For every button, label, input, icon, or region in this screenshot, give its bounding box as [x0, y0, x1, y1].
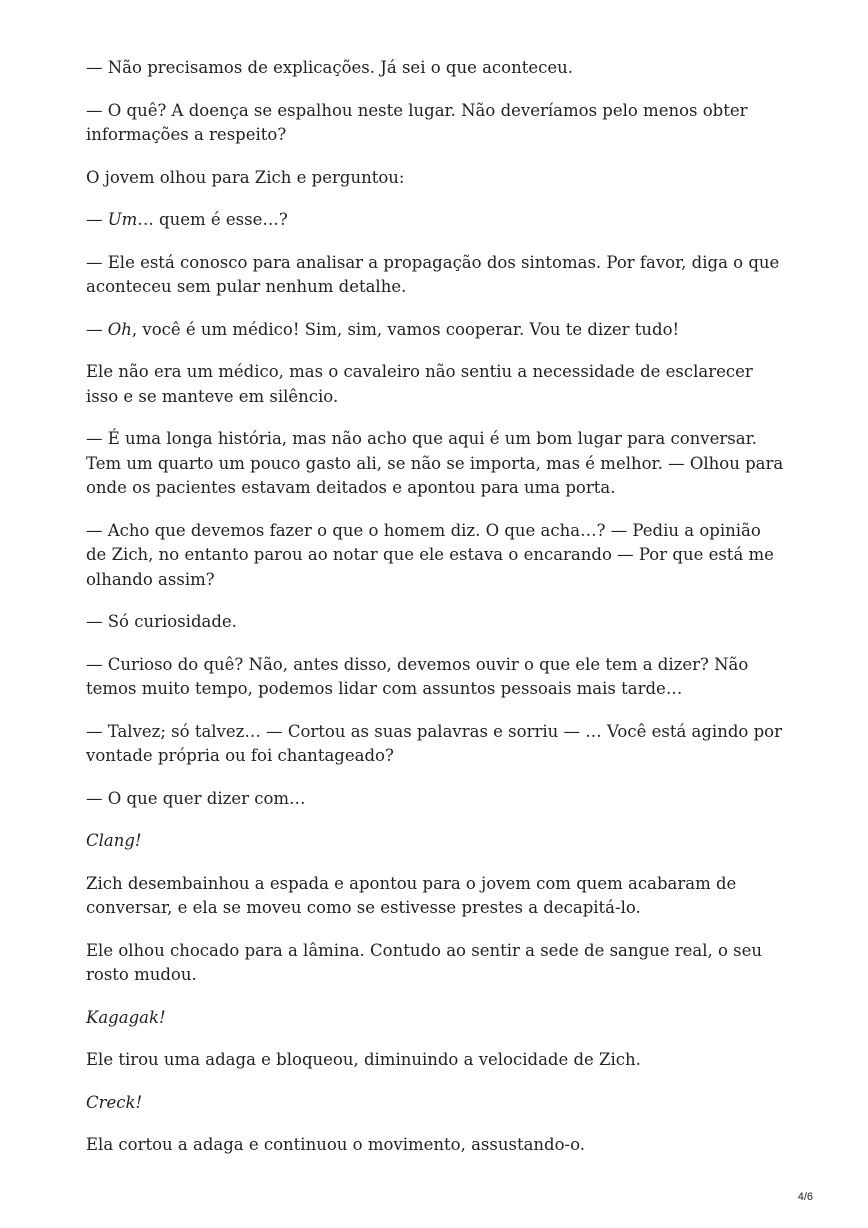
text-segment: — É uma longa história, mas não acho que aqui é um bom lugar para conversar. Tem um quarto um pouco gasto ali, se não se importa, mas é melhor. — Olhou para onde os pacientes estavam deitados e apontou para uma porta. [86, 429, 784, 497]
text-segment: Ele não era um médico, mas o cavaleiro não sentiu a necessidade de esclarecer isso e se manteve em silêncio. [86, 362, 753, 406]
page-number: 4/6 [797, 1191, 813, 1203]
text-segment: — [86, 210, 108, 229]
italic-text: Oh [107, 319, 132, 339]
text-segment: — Acho que devemos fazer o que o homem diz. O que acha…? — Pediu a opinião de Zich, no entanto parou ao notar que ele estava o encarando — Por que está me olhando assim? [86, 520, 774, 589]
document-page [86, 56, 786, 1176]
text-segment: , você é um médico! Sim, sim, vamos cooperar. Vou te dizer tudo! [131, 319, 680, 339]
paragraph [86, 1091, 786, 1116]
text-segment: — Ele está conosco para analisar a propagação dos sintomas. Por favor, diga o que aconteceu sem pular nenhum detalhe. [86, 252, 780, 296]
paragraph [86, 251, 786, 300]
italic-text: Um [107, 210, 138, 229]
paragraph [86, 519, 786, 593]
text-segment: Ele tirou uma adaga e bloqueou, diminuindo a velocidade de Zich. [86, 1050, 641, 1069]
text-segment: — Talvez; só talvez… — Cortou as suas palavras e sorriu — … Você está agindo por vontade própria ou foi chantageado? [86, 721, 782, 765]
paragraph [86, 1006, 786, 1031]
paragraph [86, 427, 786, 501]
paragraph [86, 208, 786, 233]
italic-text: Kagagak! [86, 1007, 166, 1027]
paragraph [86, 872, 786, 921]
text-segment: Zich desembainhou a espada e apontou para o jovem com quem acabaram de conversar, e ela se moveu como se estivesse prestes a decapitá-lo. [86, 873, 737, 917]
italic-text: Clang! [86, 831, 142, 850]
text-segment: — [86, 319, 108, 339]
paragraph [86, 56, 786, 81]
italic-text: Creck! [86, 1092, 143, 1112]
paragraph [86, 653, 786, 702]
text-segment: Ele olhou chocado para a lâmina. Contudo ao sentir a sede de sangue real, o seu rosto mudou. [86, 940, 763, 984]
paragraph [86, 787, 786, 812]
text-segment: O jovem olhou para Zich e perguntou: [86, 167, 405, 187]
paragraph [86, 1133, 786, 1158]
text-segment: … quem é esse…? [137, 210, 288, 229]
text-segment: — Curioso do quê? Não, antes disso, devemos ouvir o que ele tem a dizer? Não temos muito tempo, podemos lidar com assuntos pessoais mais tarde… [86, 654, 749, 698]
paragraph [86, 360, 786, 409]
paragraph [86, 318, 786, 343]
paragraph [86, 99, 786, 148]
paragraph [86, 610, 786, 635]
paragraph [86, 166, 786, 191]
paragraph [86, 1048, 786, 1073]
paragraph [86, 939, 786, 988]
text-segment: — Não precisamos de explicações. Já sei o que aconteceu. [86, 58, 573, 77]
text-segment: Ela cortou a adaga e continuou o movimento, assustando-o. [86, 1135, 586, 1154]
paragraph [86, 829, 786, 854]
paragraph [86, 720, 786, 769]
text-segment: — Só curiosidade. [86, 612, 237, 631]
text-segment: — O quê? A doença se espalhou neste lugar. Não deveríamos pelo menos obter informações a respeito? [86, 100, 748, 144]
text-segment: — O que quer dizer com… [86, 788, 306, 808]
